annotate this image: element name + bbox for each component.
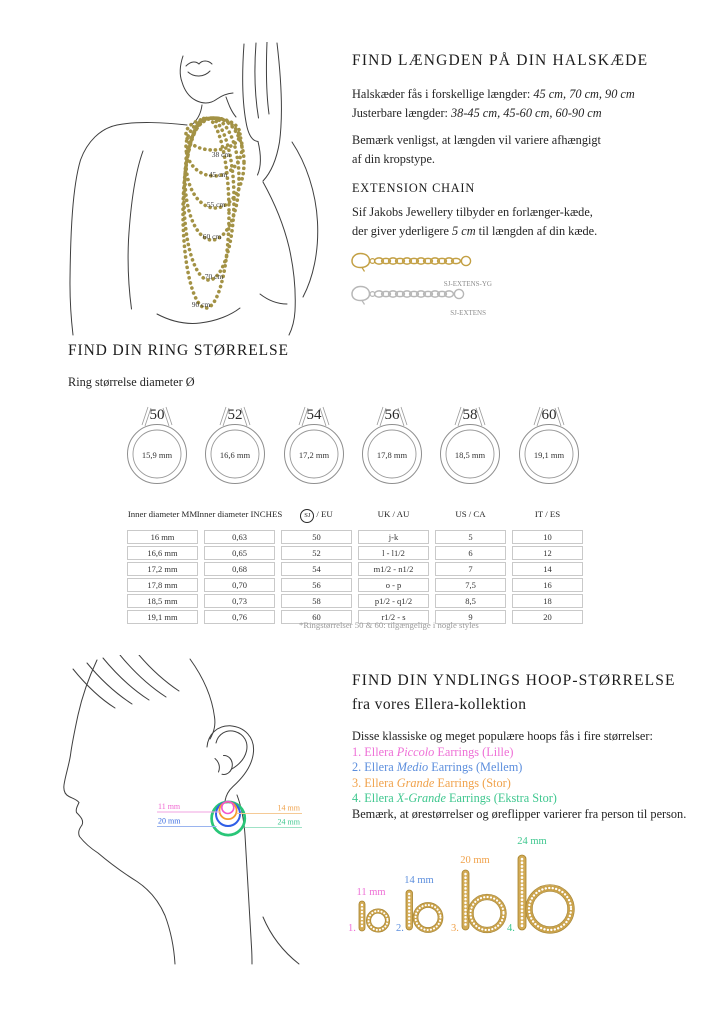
note-line-1: Bemærk venligst, at længden vil variere afhængigt bbox=[352, 133, 601, 147]
table-cell: 10 bbox=[512, 530, 583, 544]
hoop-number-3: 3. bbox=[451, 923, 459, 934]
gold-chain-sku-label: SJ-EXTENS-YG bbox=[443, 280, 492, 288]
hoop-title-line-1: FIND DIN YNDLINGS HOOP-STØRRELSE bbox=[352, 672, 676, 689]
necklace-label-38: 38 cm bbox=[211, 150, 231, 159]
head-label-24mm: 24 mm bbox=[277, 817, 300, 827]
necklace-section-title: FIND LÆNGDEN PÅ DIN HALSKÆDE bbox=[352, 52, 649, 69]
table-cell: j-k bbox=[358, 530, 429, 544]
hoop-size-callouts bbox=[157, 802, 302, 828]
extension-chain-images bbox=[348, 248, 498, 320]
ring-size-number: 54 bbox=[306, 407, 322, 423]
hoop-earring-images bbox=[340, 828, 590, 963]
hoop-size-circles bbox=[212, 802, 245, 836]
table-header-us: US / CA bbox=[455, 509, 486, 519]
hoop-pair-11mm bbox=[348, 887, 390, 934]
ring-diameter-mm: 17,2 mm bbox=[298, 450, 330, 460]
sj-logo-icon: SJ bbox=[300, 509, 314, 523]
table-header-inches: Inner diameter INCHES bbox=[196, 509, 283, 519]
extension-line-2a: der giver yderligere bbox=[352, 223, 453, 238]
hoop-label-20mm: 20 mm bbox=[460, 855, 490, 866]
table-header-sj-eu: SJ / EU bbox=[281, 509, 352, 528]
hoop-note: Bemærk, at ørestørrelser og øreflipper varierer fra person til person. bbox=[352, 806, 687, 821]
table-cell: 17,8 mm bbox=[127, 578, 198, 592]
ellera-item-x-grande: 4. Ellera X-Grande Earrings (Ekstra Stor) bbox=[352, 791, 557, 806]
hoop-number-2: 2. bbox=[396, 923, 404, 934]
table-cell: 0,76 bbox=[204, 610, 275, 624]
table-cell: 7 bbox=[435, 562, 506, 576]
table-cell: 16,6 mm bbox=[127, 546, 198, 560]
ring-table-footnote: *Ringstørrelser 50 & 60: tilgængelige i nogle styles bbox=[299, 620, 479, 630]
ring-size-number: 60 bbox=[541, 407, 557, 423]
hoop-label-14mm: 14 mm bbox=[404, 875, 434, 886]
table-cell: m1/2 - n1/2 bbox=[358, 562, 429, 576]
head-label-14mm: 14 mm bbox=[277, 803, 300, 813]
table-cell: 17,2 mm bbox=[127, 562, 198, 576]
extension-line-1: Sif Jakobs Jewellery tilbyder en forlænger-kæde, bbox=[352, 205, 593, 219]
ring-diameter-mm: 15,9 mm bbox=[141, 450, 173, 460]
necklace-label-45: 45 cm bbox=[208, 170, 228, 179]
adjustable-values: 38-45 cm, 45-60 cm, 60-90 cm bbox=[451, 105, 602, 120]
silver-chain-sku-label: SJ-EXTENS bbox=[450, 309, 486, 317]
gold-extension-chain-image bbox=[352, 254, 471, 272]
hoop-number-4: 4. bbox=[507, 923, 515, 934]
table-cell: 50 bbox=[281, 530, 352, 544]
table-header-it: IT / ES bbox=[534, 509, 561, 519]
ring-section-subtitle: Ring størrelse diameter Ø bbox=[68, 375, 195, 389]
table-cell: 5 bbox=[435, 530, 506, 544]
table-cell: 19,1 mm bbox=[127, 610, 198, 624]
table-cell: r1/2 - s bbox=[358, 610, 429, 624]
extension-5cm: 5 cm bbox=[452, 223, 476, 238]
table-cell: p1/2 - q1/2 bbox=[358, 594, 429, 608]
hoop-pair-24mm bbox=[507, 836, 574, 934]
table-cell: 14 bbox=[512, 562, 583, 576]
necklace-label-90: 90 cm bbox=[191, 300, 211, 309]
ring-size-number: 58 bbox=[462, 407, 478, 423]
hoop-pair-20mm bbox=[451, 855, 506, 934]
necklace-label-70: 70 cm bbox=[204, 272, 224, 281]
hoop-title-line-2: fra vores Ellera-kollektion bbox=[352, 696, 527, 713]
silver-extension-chain-image bbox=[352, 287, 464, 305]
hoop-label-24mm: 24 mm bbox=[517, 836, 547, 847]
table-cell: 56 bbox=[281, 578, 352, 592]
ring-diagram-52 bbox=[206, 407, 265, 484]
note-line-2: af din kropstype. bbox=[352, 151, 435, 166]
table-cell: 16 mm bbox=[127, 530, 198, 544]
hoop-size-list bbox=[352, 729, 686, 823]
table-cell: 6 bbox=[435, 546, 506, 560]
necklace-length-illustration bbox=[55, 42, 350, 338]
table-cell: 54 bbox=[281, 562, 352, 576]
extension-line-2c: til længden af din kæde. bbox=[475, 223, 598, 238]
extension-chain-title: EXTENSION CHAIN bbox=[352, 181, 476, 195]
extension-chain-text bbox=[352, 203, 597, 240]
table-cell: 52 bbox=[281, 546, 352, 560]
table-header-mm: Inner diameter MM bbox=[127, 509, 198, 519]
table-header-uk: UK / AU bbox=[377, 509, 410, 519]
hoop-size-head-illustration bbox=[55, 655, 347, 967]
ring-diameter-mm: 16,6 mm bbox=[219, 450, 251, 460]
table-cell: 60 bbox=[281, 610, 352, 624]
hoop-pair-14mm bbox=[396, 875, 443, 934]
table-cell: 18,5 mm bbox=[127, 594, 198, 608]
necklace-label-60: 60 cm bbox=[202, 232, 222, 241]
head-label-11mm: 11 mm bbox=[158, 802, 181, 811]
necklace-label-55: 55 cm bbox=[206, 200, 226, 209]
ring-diagram-50 bbox=[128, 407, 187, 484]
table-cell: 18 bbox=[512, 594, 583, 608]
ring-size-number: 56 bbox=[384, 407, 400, 423]
table-cell: 12 bbox=[512, 546, 583, 560]
lengths-values: 45 cm, 70 cm, 90 cm bbox=[533, 87, 635, 101]
ring-section-title: FIND DIN RING STØRRELSE bbox=[68, 342, 289, 359]
ring-diagram-54 bbox=[285, 407, 344, 484]
table-cell: 0,73 bbox=[204, 594, 275, 608]
ring-size-number: 52 bbox=[227, 407, 243, 423]
ring-diagram-60 bbox=[520, 407, 579, 484]
table-cell: 20 bbox=[512, 610, 583, 624]
table-cell: 0,70 bbox=[204, 578, 275, 592]
table-cell: 0,68 bbox=[204, 562, 275, 576]
ring-size-diagrams bbox=[112, 398, 612, 493]
hoop-intro: Disse klassiske og meget populære hoops fås i fire størrelser: bbox=[352, 729, 653, 743]
hoop-label-11mm: 11 mm bbox=[356, 887, 386, 898]
ring-diameter-mm: 17,8 mm bbox=[376, 450, 408, 460]
hoop-circle-11mm bbox=[222, 802, 234, 814]
hoop-section-heading bbox=[352, 672, 676, 714]
head-line-art bbox=[64, 655, 299, 964]
table-cell: 0,63 bbox=[204, 530, 275, 544]
table-cell: 9 bbox=[435, 610, 506, 624]
ellera-item-piccolo: 1. Ellera Piccolo Earrings (Lille) bbox=[352, 744, 514, 759]
necklace-note bbox=[352, 131, 601, 168]
table-cell: 7,5 bbox=[435, 578, 506, 592]
ring-diagram-56 bbox=[363, 407, 422, 484]
table-cell: o - p bbox=[358, 578, 429, 592]
ring-diameter-mm: 19,1 mm bbox=[533, 450, 565, 460]
head-label-20mm: 20 mm bbox=[158, 816, 181, 826]
ellera-item-grande: 3. Ellera Grande Earrings (Stor) bbox=[352, 775, 511, 790]
table-cell: 16 bbox=[512, 578, 583, 592]
table-cell: 8,5 bbox=[435, 594, 506, 608]
table-cell: 58 bbox=[281, 594, 352, 608]
table-cell: 0,65 bbox=[204, 546, 275, 560]
hoop-number-1: 1. bbox=[348, 923, 356, 934]
ring-size-table bbox=[127, 509, 583, 624]
ring-size-number: 50 bbox=[149, 407, 165, 423]
table-cell: l - l1/2 bbox=[358, 546, 429, 560]
adjustable-label: Justerbare længder: bbox=[352, 105, 452, 120]
necklace-lengths-text bbox=[352, 85, 635, 122]
ellera-item-medio: 2. Ellera Medio Earrings (Mellem) bbox=[352, 760, 523, 775]
ring-diameter-mm: 18,5 mm bbox=[454, 450, 486, 460]
lengths-label: Halskæder fås i forskellige længder: bbox=[352, 87, 534, 101]
ring-diagram-58 bbox=[441, 407, 500, 484]
